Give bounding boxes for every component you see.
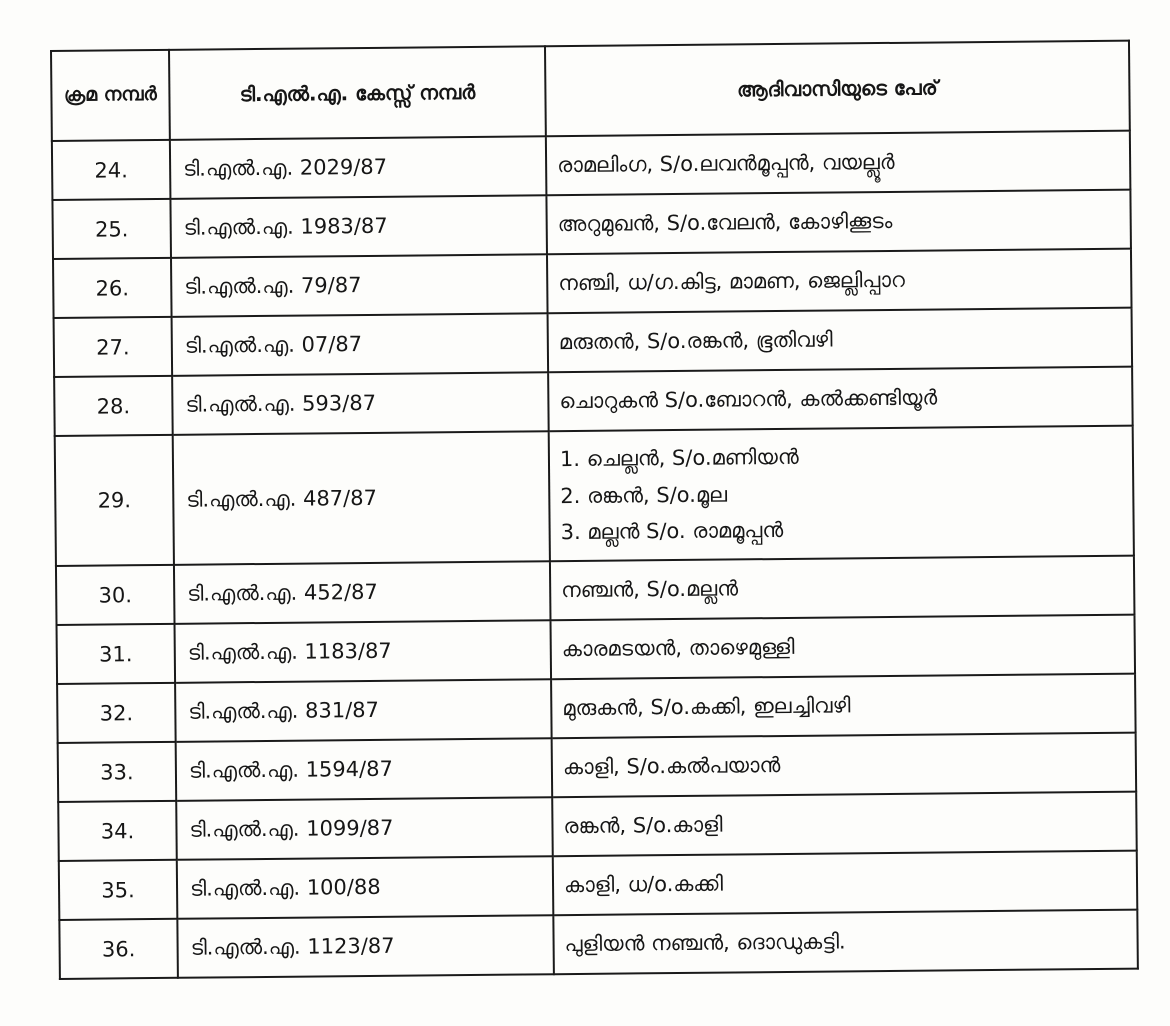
tribal-name-line: രങ്കൻ, S/o.കാളി [563, 812, 723, 839]
table-body [52, 131, 1138, 979]
cell-case-number: ടി.എൽ.എ. 1983/87 [170, 195, 547, 258]
cell-case-number: ടി.എൽ.എ. 2029/87 [170, 136, 547, 199]
cell-case-number: ടി.എൽ.എ. 831/87 [175, 679, 552, 742]
table-row [56, 556, 1135, 625]
table-row [58, 733, 1137, 802]
tribal-name-line: കാളി, S/o.കൽപയാൻ [562, 753, 781, 780]
tribal-name-line: നഞ്ചി, ധ/ഗ.കിട്ട, മാമണ, ജെല്ലിപ്പാറ [558, 267, 905, 296]
table-row [59, 910, 1138, 979]
cell-tribal-name [548, 367, 1133, 432]
cell-serial-number: 35. [59, 860, 178, 920]
cell-case-number: ടി.എൽ.എ. 593/87 [172, 372, 549, 435]
cell-serial-number: 28. [54, 376, 173, 436]
cell-serial-number: 29. [55, 435, 174, 566]
cell-tribal-name [550, 556, 1135, 621]
cell-case-number: ടി.എൽ.എ. 07/87 [172, 313, 549, 376]
tribal-name-line: 3. മല്ലൻ S/o. രാമമൂപ്പൻ [560, 518, 784, 545]
header-serial-number: ക്രമ നമ്പർ [51, 50, 170, 141]
tribal-name-line: രാമലിംഗ, S/o.ലവൻമൂപ്പൻ, വയല്ലൂർ [557, 150, 895, 178]
tribal-name-line: ചൊറുകൻ S/o.ബോറൻ, കൽക്കണ്ടിയൂർ [559, 385, 938, 414]
cell-case-number: ടി.എൽ.എ. 1099/87 [176, 797, 553, 860]
cell-serial-number: 24. [52, 140, 171, 200]
tribal-name-line: കാരമടയൻ, താഴെമുള്ളി [561, 635, 795, 662]
table-row [59, 851, 1138, 920]
table-row [58, 792, 1137, 861]
cell-tribal-name [548, 308, 1133, 373]
cell-case-number: ടി.എൽ.എ. 100/88 [177, 856, 554, 919]
tribal-name-line: നഞ്ചൻ, S/o.മല്ലൻ [561, 576, 739, 603]
document-sheet [50, 40, 1137, 980]
table-header-row [51, 41, 1130, 141]
table-row [55, 426, 1134, 566]
table-row [57, 615, 1136, 684]
table-row [54, 308, 1133, 377]
header-case-number: ടി.എൽ.എ. കേസ്സ് നമ്പർ [169, 46, 546, 140]
cell-case-number: ടി.എൽ.എ. 487/87 [173, 431, 550, 565]
cell-case-number: ടി.എൽ.എ. 79/87 [171, 254, 548, 317]
cell-case-number: ടി.എൽ.എ. 1123/87 [177, 915, 554, 978]
tla-case-table [50, 40, 1139, 980]
tribal-name-line: മരുതൻ, S/o.രങ്കൻ, ഭൂതിവഴി [558, 327, 833, 355]
cell-tribal-name [547, 249, 1132, 314]
cell-tribal-name [549, 426, 1134, 562]
tribal-name-line: കാളി, ധ/o.കക്കി [563, 871, 724, 898]
cell-serial-number: 32. [57, 683, 176, 743]
cell-serial-number: 27. [54, 317, 173, 377]
cell-tribal-name [553, 910, 1138, 975]
cell-serial-number: 33. [58, 742, 177, 802]
table-row [52, 190, 1131, 259]
cell-case-number: ടി.എൽ.എ. 1594/87 [176, 738, 553, 801]
cell-tribal-name [550, 615, 1135, 680]
cell-case-number: ടി.എൽ.എ. 1183/87 [175, 620, 552, 683]
table-row [53, 249, 1132, 318]
cell-tribal-name [546, 190, 1131, 255]
cell-tribal-name [552, 733, 1137, 798]
table-row [57, 674, 1136, 743]
header-tribal-name: ആദിവാസിയുടെ പേര് [545, 41, 1130, 137]
tribal-name-line: പുളിയൻ നഞ്ചൻ, ദൊഡുകട്ടി. [564, 929, 846, 957]
cell-serial-number: 34. [58, 801, 177, 861]
tribal-name-line: അറുമുഖൻ, S/o.വേലൻ, കോഴിക്കൂടം [557, 209, 893, 237]
tribal-name-line: മുരുകൻ, S/o.കക്കി, ഇലച്ചിവഴി [562, 693, 851, 721]
cell-serial-number: 26. [53, 258, 172, 318]
cell-case-number: ടി.എൽ.എ. 452/87 [174, 561, 551, 624]
table-row [54, 367, 1133, 436]
cell-tribal-name [553, 851, 1138, 916]
cell-tribal-name [551, 674, 1136, 739]
cell-serial-number: 30. [56, 565, 175, 625]
cell-serial-number: 36. [59, 919, 178, 979]
cell-tribal-name [552, 792, 1137, 857]
table-row [52, 131, 1131, 200]
cell-serial-number: 31. [57, 624, 176, 684]
tribal-name-line: 2. രങ്കൻ, S/o.മൂല [560, 482, 728, 508]
tribal-name-line: 1. ചെല്ലൻ, S/o.മണിയൻ [559, 444, 799, 471]
cell-tribal-name [546, 131, 1131, 196]
cell-serial-number: 25. [52, 199, 171, 259]
